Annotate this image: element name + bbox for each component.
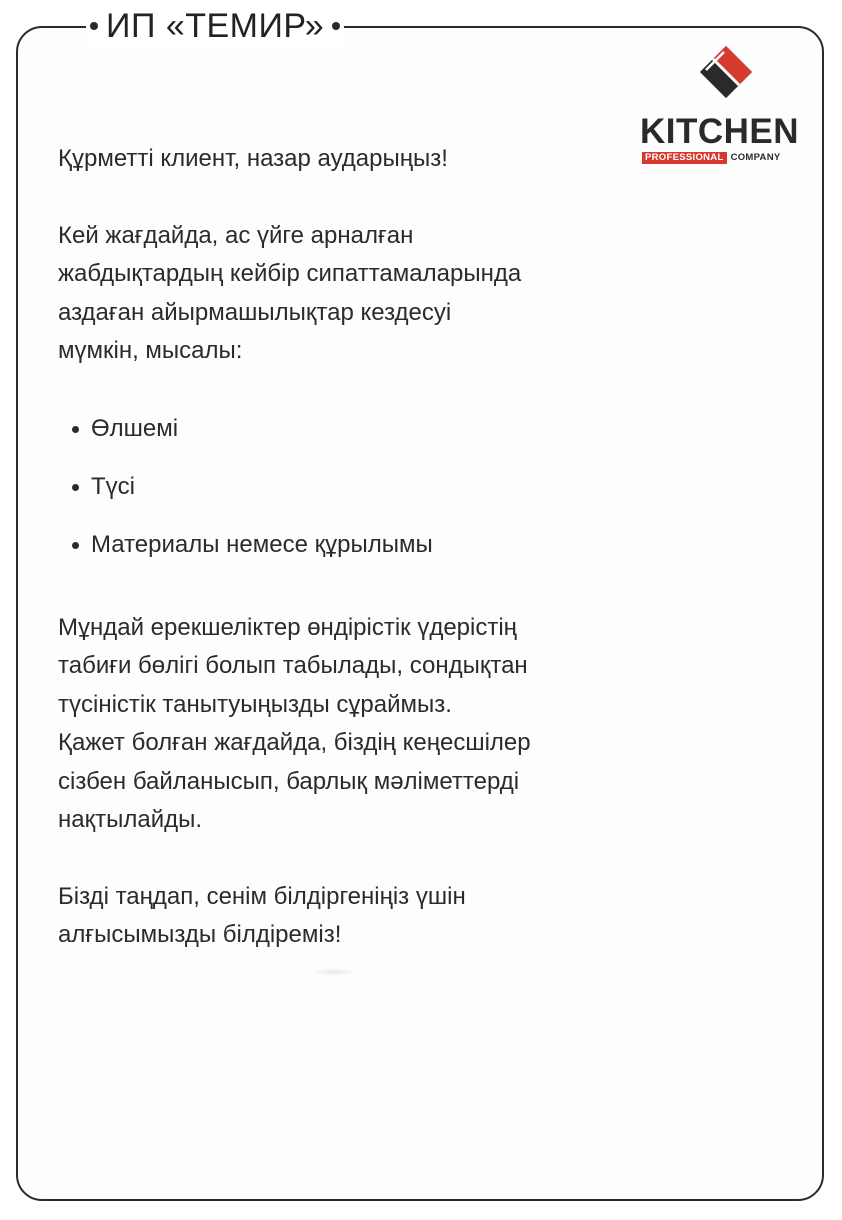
header <box>86 4 344 48</box>
bullet-text: Өлшемі <box>91 415 179 443</box>
intro-line: аздаған айырмашылықтар кездесуі <box>58 298 452 326</box>
logo-sub-highlight: PROFESSIONAL <box>642 152 727 164</box>
bullet-list <box>58 401 638 575</box>
list-item <box>58 517 638 575</box>
header-left-dot <box>90 22 98 30</box>
header-right-dot <box>332 22 340 30</box>
explanation-line: табиғи бөлігі болып табылады, сондықтан <box>58 652 528 679</box>
header-title: ИП «ТЕМИР» <box>106 6 325 45</box>
explanation-line: Мұндай ерекшеліктер өндірістік үдерістің <box>58 613 517 641</box>
logo-sub-rest: COMPANY <box>730 152 781 163</box>
intro-line: Кей жағдайда, ас үйге арналған <box>58 221 414 249</box>
intro-line: жабдықтардың кейбір сипаттамаларында <box>58 260 522 287</box>
explanation-paragraph <box>58 609 638 840</box>
bullet-text: Материалы немесе құрылымы <box>91 531 433 559</box>
kitchen-diamond-icon <box>640 44 810 114</box>
list-item <box>58 459 638 517</box>
closing-line: Бізді таңдап, сенім білдіргеніңіз үшін <box>58 882 466 910</box>
closing-paragraph <box>58 878 638 955</box>
explanation-line: түсіністік танытуыңызды сұраймыз. <box>58 690 452 718</box>
bullet-text: Түсі <box>91 473 135 501</box>
list-item <box>58 401 638 459</box>
bullet-icon <box>72 542 79 549</box>
explanation-line: сізбен байланысып, барлық мәліметтерді <box>58 767 520 795</box>
kitchen-logo <box>640 44 810 168</box>
notice-body <box>58 140 638 955</box>
closing-line: алғысымызды білдіреміз! <box>58 921 342 948</box>
logo-subtitle <box>642 152 781 164</box>
explanation-line: нақтылайды. <box>58 806 203 833</box>
intro-line: мүмкін, мысалы: <box>58 337 243 364</box>
logo-brand: KITCHEN <box>640 112 800 151</box>
greeting: Құрметті клиент, назар аударыңыз! <box>58 145 448 172</box>
explanation-line: Қажет болған жағдайда, біздің кеңесшілер <box>58 729 531 756</box>
intro-paragraph <box>58 217 638 371</box>
scroll-smudge <box>312 968 356 976</box>
bullet-icon <box>72 484 79 491</box>
bullet-icon <box>72 426 79 433</box>
